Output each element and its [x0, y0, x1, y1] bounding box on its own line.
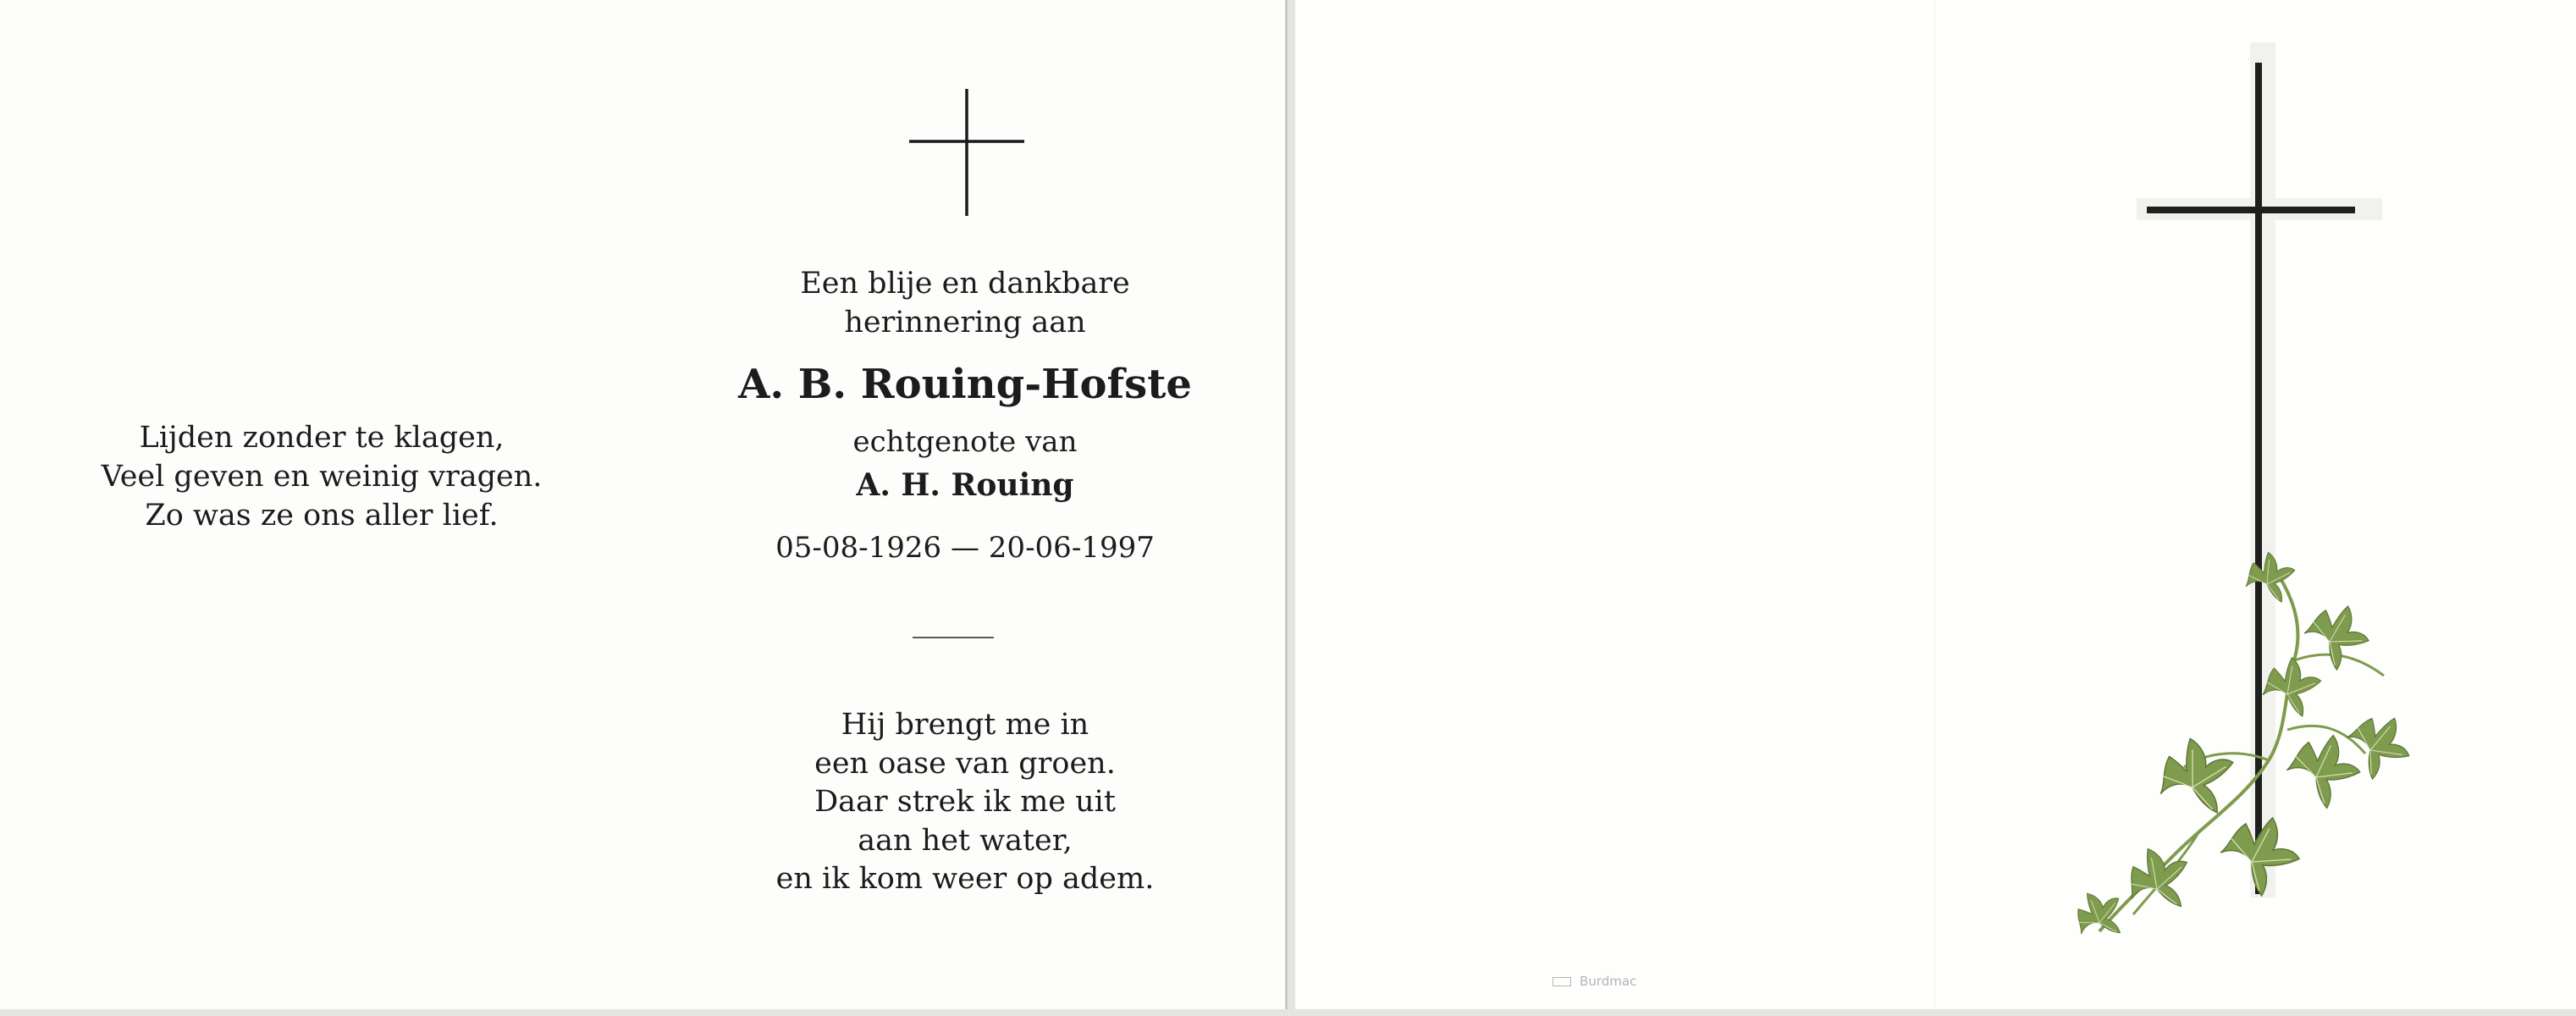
printer-mark-text: Burdmac: [1580, 974, 1637, 989]
verse-line: en ik kom weer op adem.: [775, 862, 1155, 896]
memorial-quote: [93, 418, 550, 535]
intro-line: Een blije en dankbare: [800, 267, 1130, 301]
printer-logo-icon: [1553, 977, 1571, 986]
divider: [913, 637, 994, 638]
life-dates: 05-08-1926 — 20-06-1997: [775, 531, 1155, 565]
deceased-name: A. B. Rouing-Hofste: [738, 361, 1192, 408]
verse-line: Hij brengt me in: [841, 708, 1089, 742]
spouse-name: A. H. Rouing: [856, 467, 1074, 503]
fold-line: [1934, 0, 1935, 1009]
printer-mark: [1553, 974, 1636, 989]
cross-with-ivy-icon: [2066, 42, 2455, 982]
cross-icon: [909, 89, 1024, 216]
inner-spread: [0, 0, 1288, 1009]
spouse-relation: echtgenote van: [852, 425, 1078, 459]
verse-line: Daar strek ik me uit: [814, 785, 1116, 819]
quote-line: Zo was ze ons aller lief.: [145, 499, 499, 533]
quote-line: Veel geven en weinig vragen.: [101, 460, 543, 494]
psalm-verse: [745, 706, 1185, 899]
intro-text: [745, 264, 1185, 342]
verse-line: aan het water,: [858, 823, 1073, 858]
quote-line: Lijden zonder te klagen,: [139, 421, 505, 455]
intro-line: herinnering aan: [844, 306, 1086, 340]
verse-line: een oase van groen.: [814, 746, 1116, 781]
